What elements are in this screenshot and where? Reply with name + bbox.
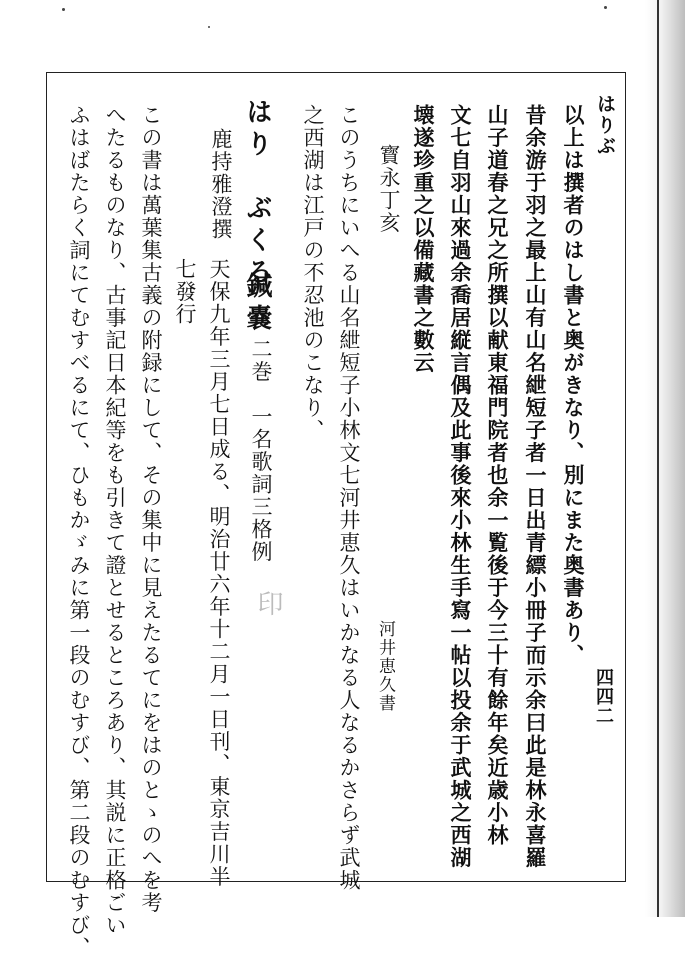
colophon-line-2: 昔余游于羽之最上山有山名紲短子者一日出青縹小冊子而示余曰此是林永喜羅: [523, 104, 548, 869]
colophon-line-5: 壊遂珍重之以備藏書之數云: [411, 104, 436, 374]
commentary-line-1: このうちにいへる山名紲短子小林文七河井恵久はいかなる人なるかさらず武城: [337, 104, 361, 892]
entry-publication: 天保九年三月七日成る、明治廿六年十二月一日刊、東京吉川半: [207, 258, 231, 888]
colophon-signature: 河井恵久書: [375, 620, 395, 713]
body-line-1: この書は萬葉集古義の附録にして、その集中に見えたるてにをはのとゝのへを考: [139, 104, 163, 914]
body-line-3: ふはばたらく詞にてむすべるにて、ひもかゞみに第一段のむすび、第二段のむすび、: [67, 104, 91, 959]
page-number: 四四二: [593, 668, 614, 725]
scan-speck: [208, 26, 210, 28]
colophon-line-4: 文七自羽山來過余喬居縦言偶及此事後來小林生手寫一帖以投余于武城之西湖: [448, 104, 473, 869]
entry-publication-cont: 七發行: [173, 258, 197, 326]
body-line-2: へたるものなり、古事記日本紀等をも引きて證とせるところあり、其説に正格ごい: [103, 104, 127, 937]
colophon-line-1: 以上は撰者のはし書と奥がきなり、別にまた奥書あり、: [561, 104, 586, 667]
spine-line: [657, 0, 659, 917]
commentary-line-2: 之西湖は江戸の不忍池のこなり、: [301, 104, 325, 442]
entry-author: 鹿持雅澄撰: [209, 128, 233, 241]
entry-title: はり ぶくろ: [242, 98, 272, 290]
faint-stamp: 印: [253, 590, 283, 616]
entry-title-kanji: 鍼嚢: [242, 272, 272, 336]
running-title: はりぶ: [594, 94, 616, 157]
scan-speck: [604, 6, 607, 9]
colophon-line-3: 山子道春之兄之所撰以献東福門院者也余一覧後于今三十有餘年矣近歳小林: [485, 104, 510, 847]
book-spine-edge: [645, 0, 685, 917]
colophon-date: 寳永丁亥: [377, 144, 401, 234]
scan-speck: [62, 8, 65, 11]
entry-subtitle: 二巻 一名歌詞三格例: [249, 338, 273, 563]
